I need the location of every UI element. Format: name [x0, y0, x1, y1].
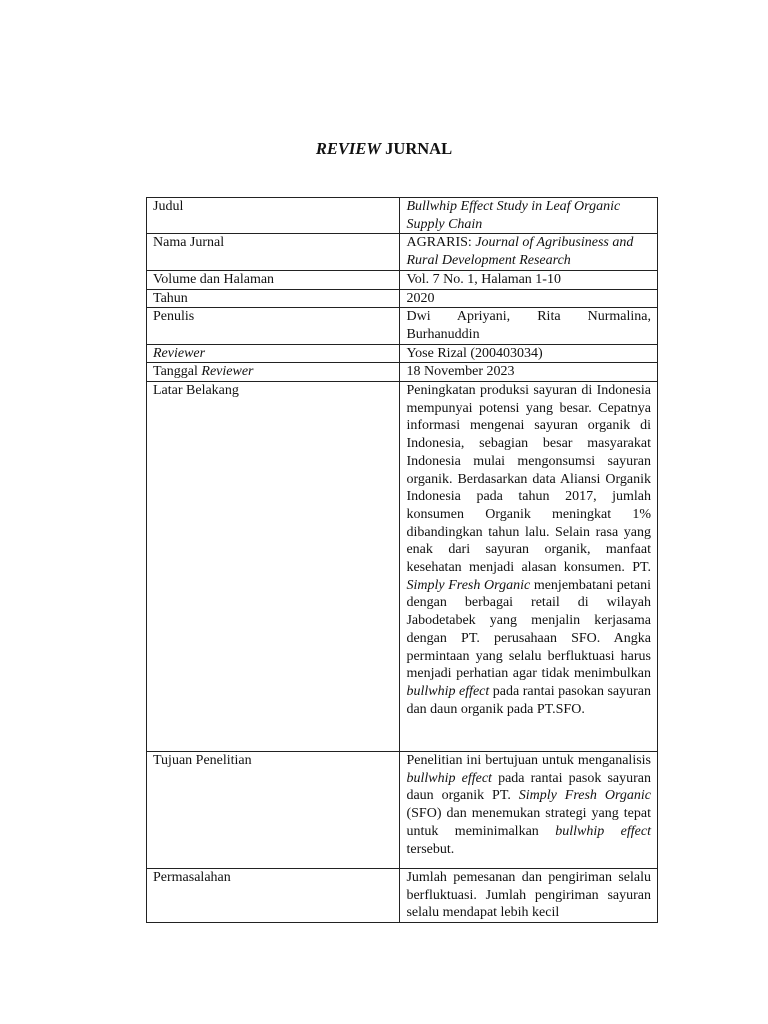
row-penulis	[147, 308, 658, 344]
label-tahun: Tahun	[147, 289, 400, 308]
label-tanggal-italic: Reviewer	[201, 364, 254, 380]
label-reviewer: Reviewer	[153, 345, 206, 361]
value-nama-jurnal	[400, 234, 658, 270]
value-nama-jurnal-italic: Journal of Agribusiness and Rural Development Research	[406, 235, 634, 269]
latar-italic-2: bullwhip effect	[406, 683, 490, 699]
tujuan-italic-2: Simply Fresh Organic	[518, 788, 651, 804]
row-tujuan-penelitian	[147, 752, 658, 869]
value-nama-jurnal-plain: AGRARIS:	[406, 235, 476, 251]
label-tanggal	[147, 363, 400, 382]
tujuan-text-2: pada rantai pasok sayuran daun organik PT.	[406, 770, 651, 804]
label-tujuan-penelitian: Tujuan Penelitian	[147, 752, 400, 869]
label-volume: Volume dan Halaman	[147, 270, 400, 289]
value-tahun: 2020	[400, 289, 658, 308]
row-reviewer	[147, 344, 658, 363]
value-penulis: Dwi Apriyani, Rita Nurmalina, Burhanuddin	[400, 308, 658, 344]
row-nama-jurnal	[147, 234, 658, 270]
tujuan-text-3: (SFO) dan menemukan strategi yang tepat untuk meminimalkan	[406, 806, 651, 839]
review-table	[146, 197, 658, 923]
page-title	[0, 139, 768, 159]
tujuan-italic-3: bullwhip effect	[555, 823, 651, 839]
latar-italic-1: Simply Fresh Organic	[406, 577, 531, 593]
value-tanggal: 18 November 2023	[400, 363, 658, 382]
label-tanggal-plain: Tanggal	[153, 364, 202, 380]
tujuan-text-1: Penelitian ini bertujuan untuk menganalisis	[406, 753, 651, 769]
title-italic: REVIEW	[315, 139, 382, 158]
label-permasalahan: Permasalahan	[147, 869, 400, 923]
latar-text-2: menjembatani petani dengan berbagai retail di wilayah Jabodetabek yang menjalin kerjasama dengan PT. perusahaan SFO. Angka permintaan yang selalu berfluktuasi harus menjadi perhatian agar tidak menimbulkan	[406, 577, 651, 682]
tujuan-text-4: tersebut.	[406, 841, 455, 857]
value-judul: Bullwhip Effect Study in Leaf Organic Supply Chain	[406, 199, 621, 232]
row-tanggal	[147, 363, 658, 382]
latar-text-1: Peningkatan produksi sayuran di Indonesia mempunyai potensi yang besar. Cepatnya informasi mengenai sayuran organik di Indonesia, sebagian besar masyarakat Indonesia mulai mengonsumsi sayuran organik. Berdasarkan data Aliansi Organik Indonesia pada tahun 2017, jumlah konsumen Organik meningkat 1% dibandingkan tahun lalu. Selain rasa yang enak dari sayuran organik, manfaat kesehatan menjadi alasan konsumen. PT.	[406, 383, 651, 576]
value-reviewer: Yose Rizal (200403034)	[400, 344, 658, 363]
value-permasalahan: Jumlah pemesanan dan pengiriman selalu berfluktuasi. Jumlah pengiriman sayuran selalu mendapat lebih kecil	[400, 869, 658, 923]
label-latar-belakang: Latar Belakang	[147, 382, 400, 752]
label-judul: Judul	[147, 198, 400, 234]
row-permasalahan	[147, 869, 658, 923]
value-tujuan-penelitian	[400, 752, 658, 869]
value-volume: Vol. 7 No. 1, Halaman 1-10	[400, 270, 658, 289]
row-tahun	[147, 289, 658, 308]
latar-text-3: pada rantai pasokan sayuran dan daun organik pada PT.SFO.	[406, 683, 652, 717]
title-rest: JURNAL	[381, 139, 453, 158]
tujuan-italic-1: bullwhip effect	[406, 770, 492, 786]
row-volume	[147, 270, 658, 289]
value-latar-belakang	[400, 382, 658, 752]
label-penulis: Penulis	[147, 308, 400, 344]
row-latar-belakang	[147, 382, 658, 752]
row-judul	[147, 198, 658, 234]
label-nama-jurnal: Nama Jurnal	[147, 234, 400, 270]
